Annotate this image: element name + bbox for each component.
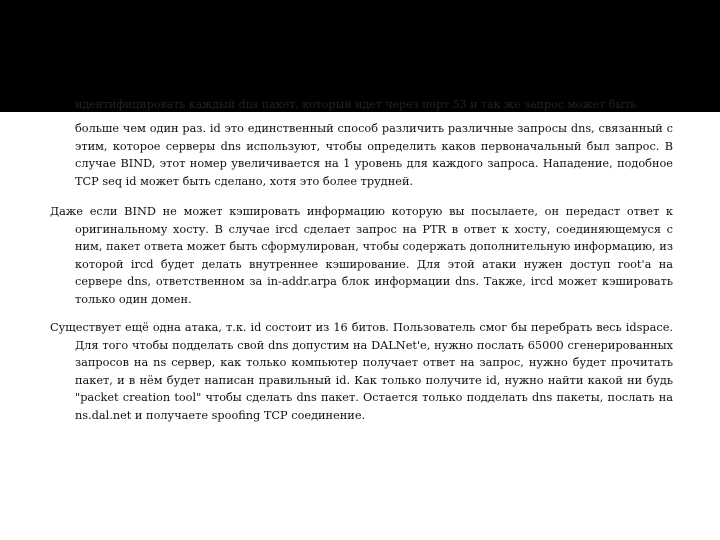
partially-hidden-line: идентифицировать каждый dns пакет, который идет через порт 53 и так же запрос может быть [75, 98, 637, 111]
paragraph-id-bruteforce: Существует ещё одна атака, т.к. id состоит из 16 битов. Пользователь смог бы перебрать весь idspace. Для того чтобы подделать свой dns допустим на DALNet'e, нужно послать 65000 сгенерированных запросов на ns сервер, как только компьютер получает ответ на запрос, нужно будет прочитать пакет, и в нём будет написан правильный id. Как только получите id, нужно найти какой ни будь "packet creation tool" чтобы сделать dns пакет. Остается только подделать dns пакеты, послать на ns.dal.net и получаете spoofing TCP соединение. [50, 321, 673, 422]
paragraph-bind-caching: Даже если BIND не может кэшировать информацию которую вы посылаете, он передаст ответ к оригинальному хосту. В случае ircd сделает запрос на PTR в ответ к хосту, соединяющемуся с ним, пакет ответа может быть сформулирован, чтобы содержать дополнительную информацию, из которой ircd будет делать внутреннее кэширование. Для этой атаки нужен доступ root'a на сервере dns, ответственном за in-addr.arpa блок информации dns. Также, ircd может кэшировать только один домен. [50, 205, 673, 306]
black-header-bar [0, 0, 720, 112]
paragraph-continuation: больше чем один раз. id это единственный способ различить различные запросы dns, связанный с этим, которое серверы dns используют, чтобы определить каков первоначальный был запрос. В случае BIND, этот номер увеличивается на 1 уровень для каждого запроса. Нападение, подобное TCP seq id может быть сделано, хотя это более трудней. [75, 122, 673, 188]
